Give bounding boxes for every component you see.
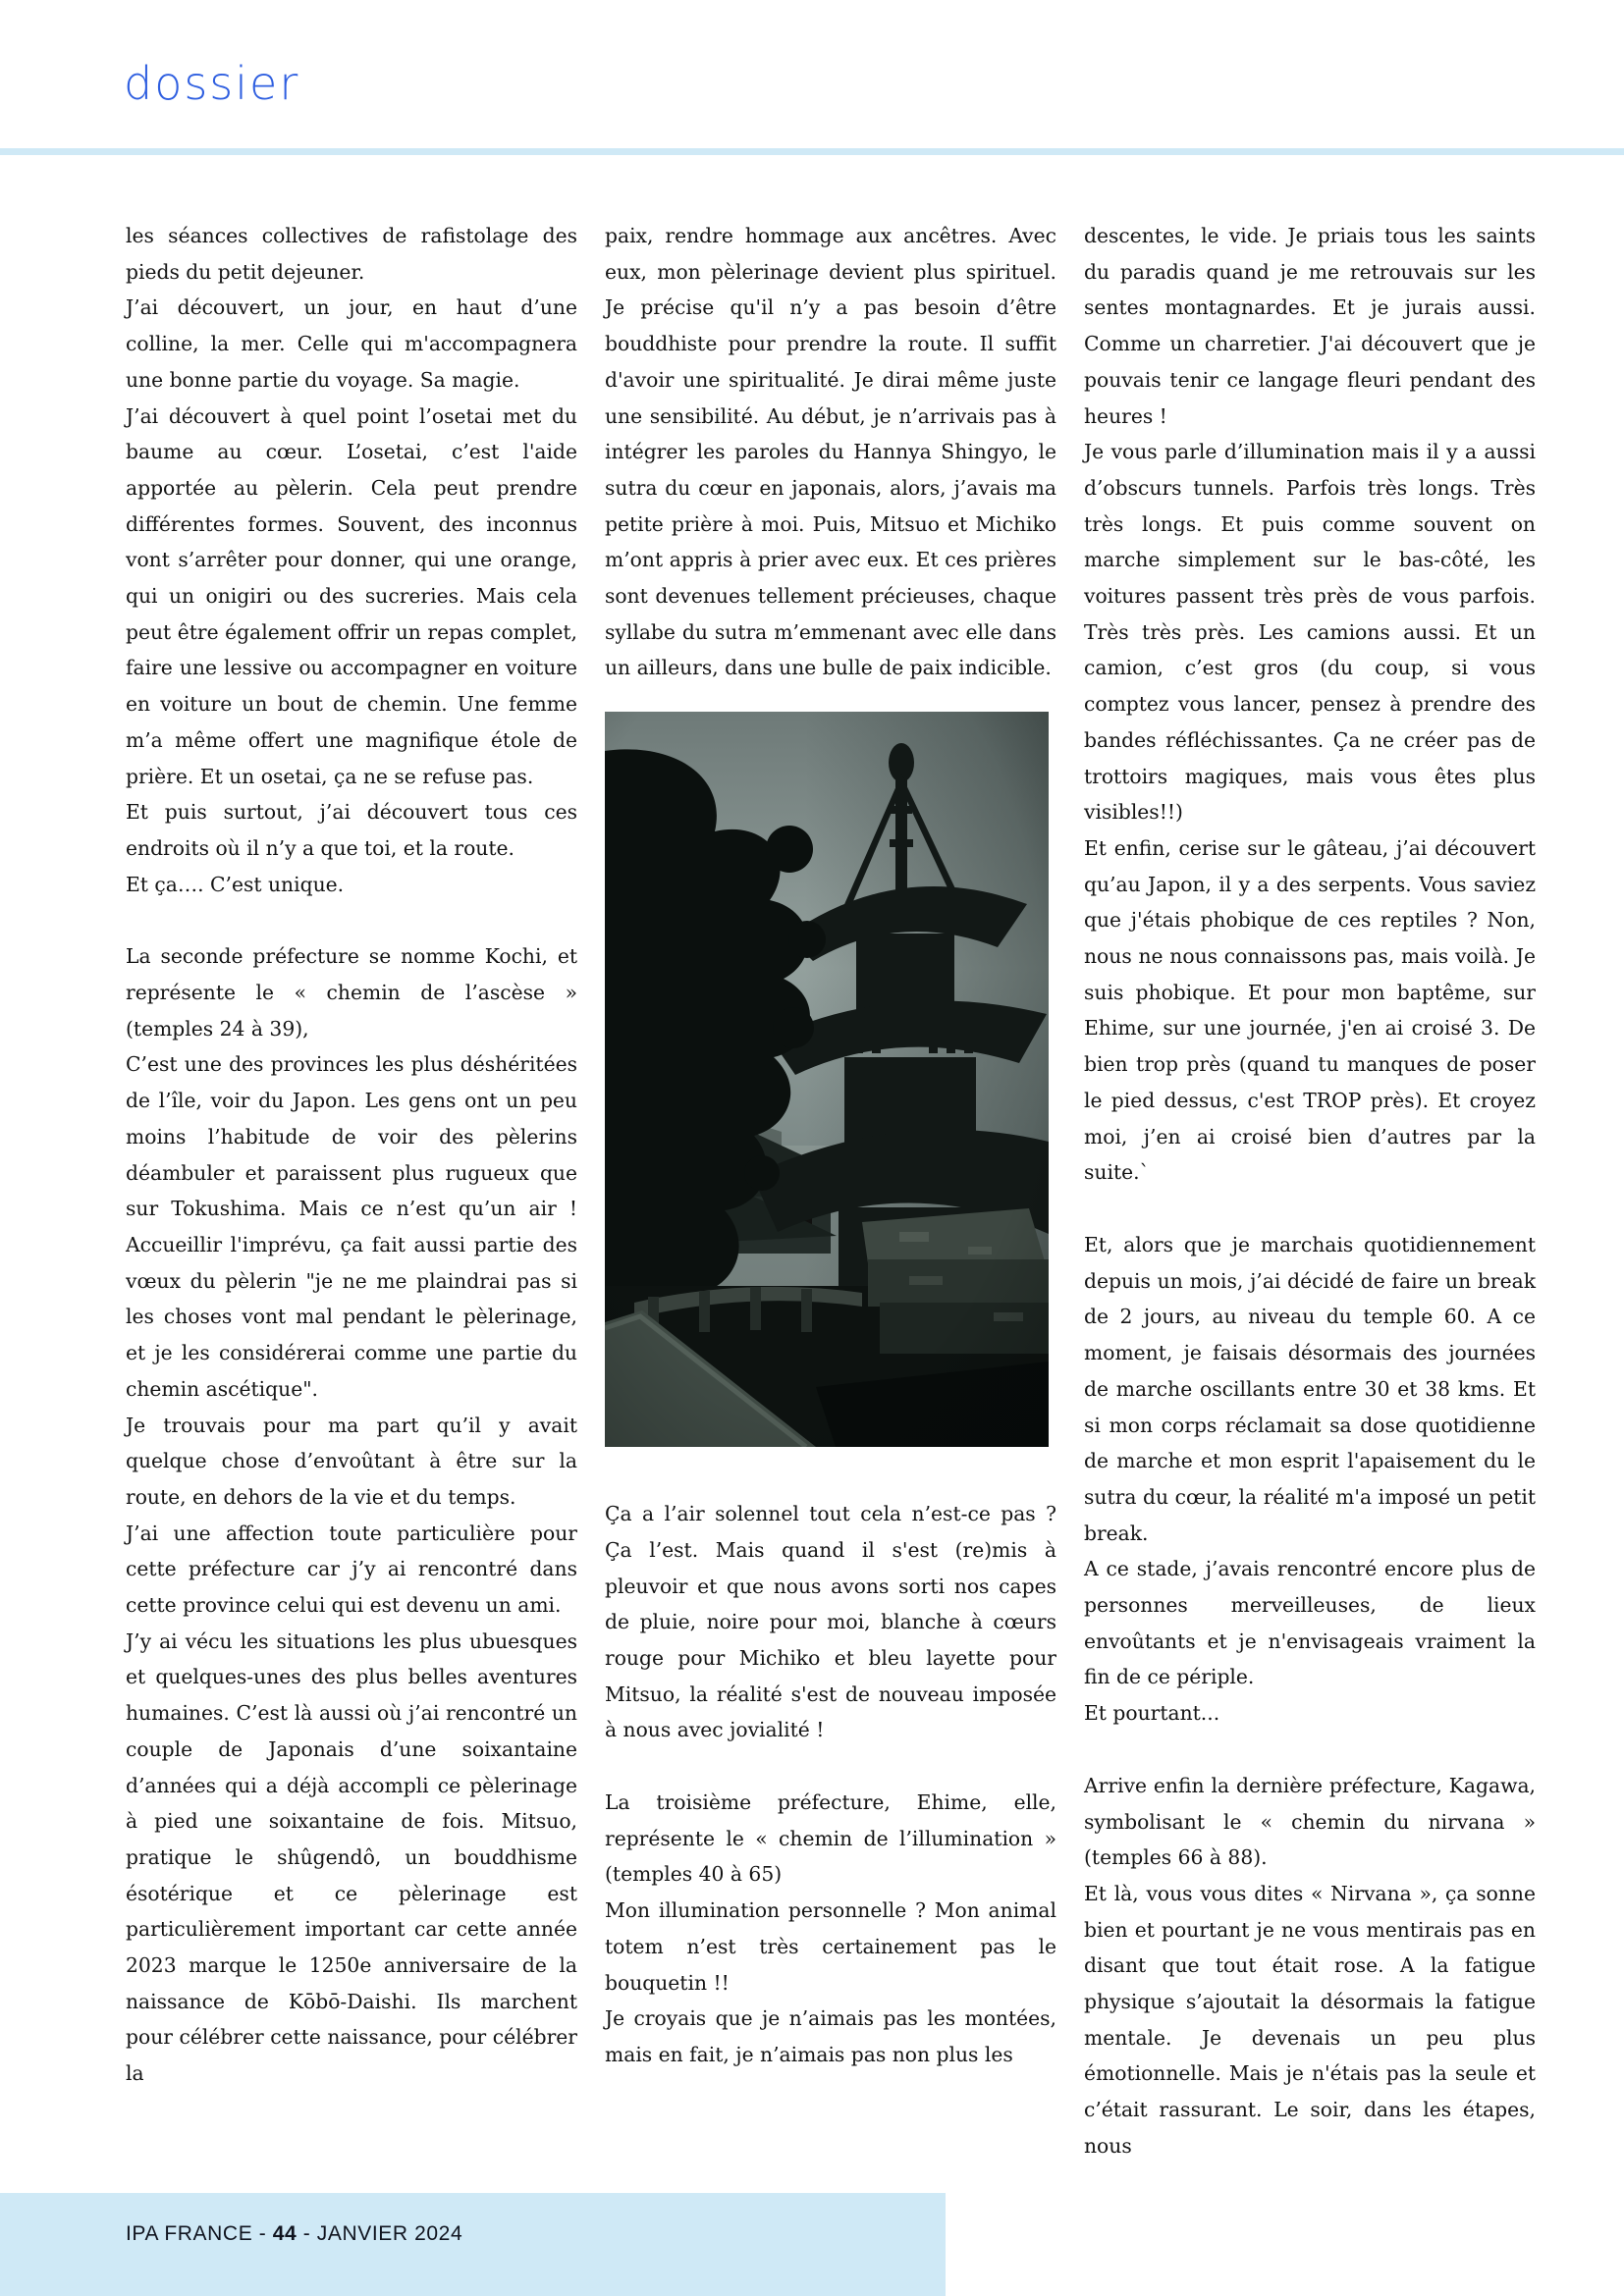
paragraph: A ce stade, j’avais rencontré encore plus de personnes merveilleuses, de lieux envoûtants et je n'envisageais vraiment la fin de ce périple.: [1084, 1557, 1536, 1689]
paragraph: J’y ai vécu les situations les plus ubuesques et quelques-unes des plus belles aventures humaines. C’est là aussi où j’ai rencontré un couple de Japonais d’une soixantaine d’années qui a déjà accompli ce pèlerinage à pied une soixantaine de fois. Mitsuo, pratique le shûgendô, un bouddhisme ésotérique et ce pèlerinage est particulièrement important car cette année 2023 marque le 1250e anniversaire de la naissance de Kōbō-Daishi. Ils marchent pour célébrer cette naissance, pour célébrer la: [126, 1629, 577, 2086]
paragraph: Mon illumination personnelle ? Mon animal totem n’est très certainement pas le bouquetin !!: [605, 1898, 1056, 1995]
paragraph: Et pourtant...: [1084, 1701, 1220, 1726]
paragraph: J’ai découvert à quel point l’osetai met du baume au cœur. L’osetai, c’est l'aide apportée au pèlerin. Cela peut prendre différentes formes. Souvent, des inconnus vont s’arrêter pour donner, qui une orange, qui un onigiri ou des sucreries. Mais cela peut être également offrir un repas complet, faire une lessive ou accompagner en voiture en voiture un bout de chemin. Une femme m’a même offert une magnifique étole de prière. Et un osetai, ça ne se refuse pas.: [126, 403, 577, 788]
paragraph: C’est une des provinces les plus déshéritées de l’île, voir du Japon. Les gens ont un peu moins l’habitude de voir des pèlerins déambuler et paraissent plus rugueux que sur Tokushima. Mais ce n’est qu’un air ! Accueillir l'imprévu, ça fait aussi partie des vœux du pèlerin "je ne me plaindrai pas si les choses vont mal pendant le pèlerinage, et je les considérerai comme une partie du chemin ascétique".: [126, 1052, 577, 1401]
paragraph: La troisième préfecture, Ehime, elle, représente le « chemin de l’illumination » (temples 40 à 65): [605, 1790, 1056, 1887]
paragraph: Je vous parle d’illumination mais il y a aussi d’obscurs tunnels. Parfois très longs. Très très longs. Et puis comme souvent on marche simplement sur le bas-côté, les voitures passent très près de vous parfois. Très très près. Les camions aussi. Et un camion, c’est gros (du coup, si vous comptez vous lancer, pensez à prendre des bandes réfléchissantes. Ça ne créer pas de trottoirs magiques, mais vous êtes plus visibles!!): [1084, 440, 1536, 825]
paragraph: Et ça…. C’est unique.: [126, 872, 345, 896]
paragraph: La seconde préfecture se nomme Kochi, et représente le « chemin de l’ascèse » (temples 24 à 39),: [126, 944, 577, 1041]
paragraph: J’ai découvert, un jour, en haut d’une colline, la mer. Celle qui m'accompagnera une bonne partie du voyage. Sa magie.: [126, 295, 577, 392]
paragraph: Je croyais que je n’aimais pas les montées, mais en fait, je n’aimais pas non plus les: [605, 2006, 1056, 2066]
article-column-3: [1084, 218, 1536, 2164]
section-label: dossier: [124, 57, 300, 110]
paragraph: paix, rendre hommage aux ancêtres. Avec eux, mon pèlerinage devient plus spirituel. Je précise qu'il n’y a pas besoin d’être bouddhiste pour prendre la route. Il suffit d'avoir une spiritualité. Je dirai même juste une sensibilité. Au début, je n’arrivais pas à intégrer les paroles du Hannya Shingyo, le sutra du cœur en japonais, alors, j’avais ma petite prière à moi. Puis, Mitsuo et Michiko m’ont appris à prier avec eux. Et ces prières sont devenues tellement précieuses, chaque syllabe du sutra m’emmenant avec elle dans un ailleurs, dans une bulle de paix indicible.: [605, 224, 1056, 680]
article-column-2: [605, 218, 1056, 2073]
footer-issue-date: - JANVIER 2024: [297, 2222, 463, 2245]
footer-magazine-name: IPA FRANCE -: [126, 2222, 273, 2245]
paragraph: Et, alors que je marchais quotidiennement depuis un mois, j’ai décidé de faire un break de 2 jours, au niveau du temple 60. A ce moment, je faisais désormais des journées de marche oscillants entre 30 et 38 kms. Et si mon corps réclamait sa dose quotidienne de marche et mon esprit l'apaisement du le sutra du cœur, la réalité m'a imposé un petit break.: [1084, 1232, 1536, 1545]
footer-band: [0, 2193, 946, 2296]
footer-text: [126, 2222, 462, 2246]
paragraph: Arrive enfin la dernière préfecture, Kagawa, symbolisant le « chemin du nirvana » (temples 66 à 88).: [1084, 1773, 1536, 1870]
paragraph: Ça a l’air solennel tout cela n’est-ce pas ? Ça l’est. Mais quand il s'est (re)mis à pleuvoir et que nous avons sorti nos capes de pluie, noire pour moi, blanche à cœurs rouge pour Michiko et bleu layette pour Mitsuo, la réalité s'est de nouveau imposée à nous avec jovialité !: [605, 1502, 1056, 1742]
paragraph: J’ai une affection toute particulière pour cette préfecture car j’y ai rencontré dans cette province celui qui est devenu un ami.: [126, 1521, 577, 1618]
paragraph: les séances collectives de rafistolage des pieds du petit dejeuner.: [126, 224, 577, 284]
header-divider-band: [0, 148, 1624, 155]
footer-page-number: 44: [272, 2222, 298, 2245]
article-column-1: [126, 218, 577, 2092]
paragraph: Je trouvais pour ma part qu’il y avait quelque chose d’envoûtant à être sur la route, en dehors de la vie et du temps.: [126, 1413, 577, 1509]
paragraph: Et puis surtout, j’ai découvert tous ces endroits où il n’y a que toi, et la route.: [126, 800, 577, 860]
paragraph: Et enfin, cerise sur le gâteau, j’ai découvert qu’au Japon, il y a des serpents. Vous saviez que j'étais phobique de ces reptiles ? Non, nous ne nous connaissons pas, mais voilà. Je suis phobique. Et pour mon baptême, sur Ehime, sur une journée, j'en ai croisé 3. De bien trop près (quand tu manques de poser le pied dessus, c'est TROP près). Et croyez moi, j’en ai croisé bien d’autres par la suite.`: [1084, 835, 1536, 1185]
paragraph: descentes, le vide. Je priais tous les saints du paradis quand je me retrouvais sur les sentes montagnardes. Et je jurais aussi. Comme un charretier. J'ai découvert que je pouvais tenir ce langage fleuri pendant des heures !: [1084, 224, 1536, 428]
paragraph: Et là, vous vous dites « Nirvana », ça sonne bien et pourtant je ne vous mentirais pas en disant que tout était rose. A la fatigue physique s’ajoutait la désormais la fatigue mentale. Je devenais un peu plus émotionnelle. Mais je n'étais pas la seule et c’était rassurant. Le soir, dans les étapes, nous: [1084, 1881, 1536, 2158]
pagoda-photo: [605, 712, 1049, 1447]
